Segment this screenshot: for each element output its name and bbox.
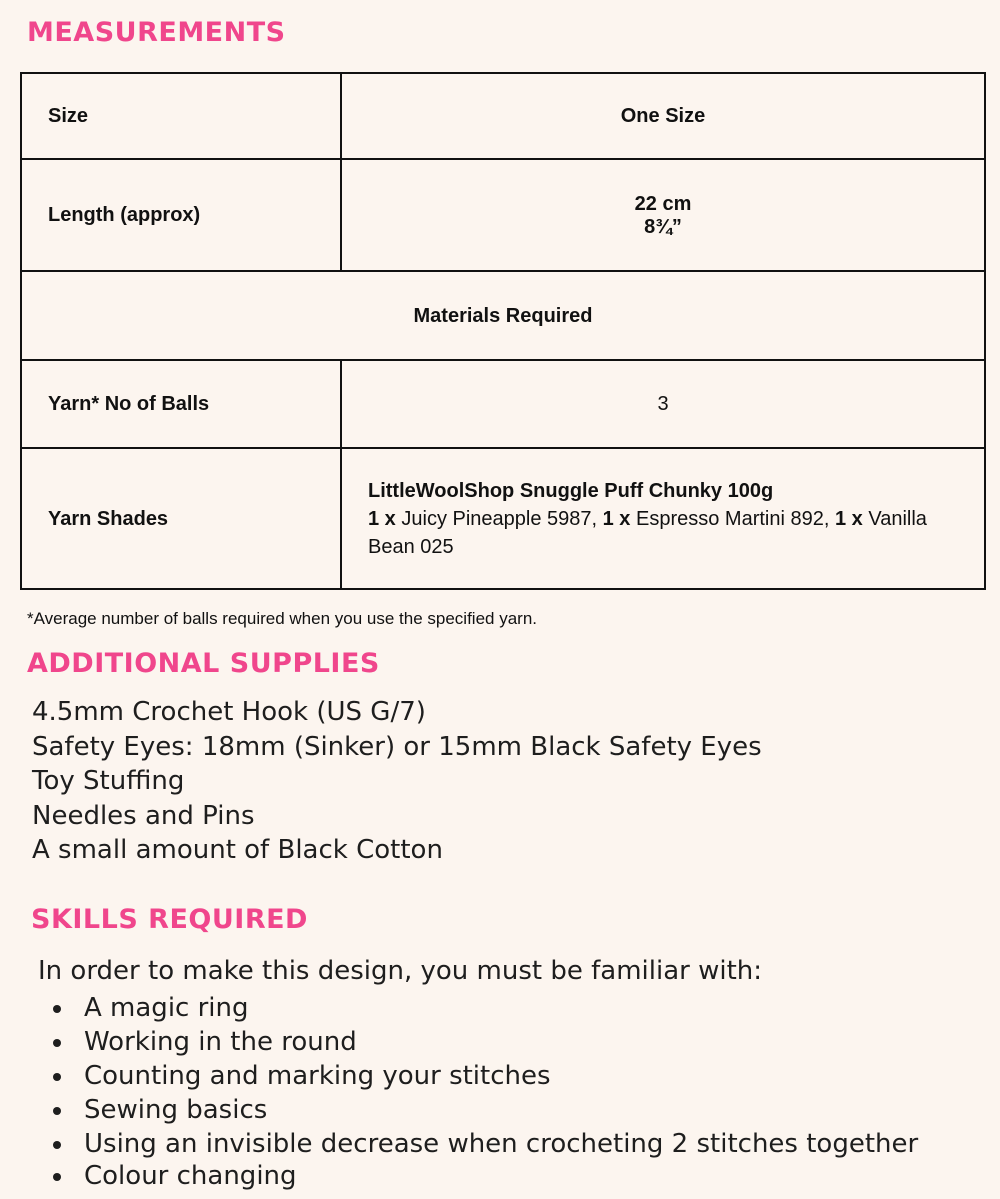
- list-item: Working in the round: [84, 1025, 918, 1059]
- list-item: Needles and Pins: [32, 800, 255, 831]
- balls-label: Yarn* No of Balls: [21, 360, 341, 448]
- yarn-shade-list: [368, 505, 958, 561]
- list-item: A magic ring: [84, 991, 918, 1025]
- list-item: 4.5mm Crochet Hook (US G/7): [32, 697, 426, 727]
- list-item: Safety Eyes: 18mm (Sinker) or 15mm Black Safety Eyes: [32, 731, 762, 762]
- list-item: Toy Stuffing: [32, 766, 185, 796]
- length-label: Length (approx): [21, 159, 341, 271]
- shades-value: [341, 448, 985, 589]
- supplies-list: [32, 695, 762, 868]
- skills-list: [84, 991, 918, 1193]
- shade-name: Espresso Martini 892,: [636, 507, 835, 530]
- list-item: Sewing basics: [84, 1093, 918, 1127]
- list-item: Counting and marking your stitches: [84, 1059, 918, 1093]
- size-value: One Size: [341, 73, 985, 159]
- length-value: [341, 159, 985, 271]
- skills-intro: In order to make this design, you must be familiar with:: [38, 956, 763, 986]
- shades-label: Yarn Shades: [21, 448, 341, 589]
- shade-qty: 1 x: [602, 507, 631, 530]
- measurements-table: [20, 72, 986, 590]
- length-value-inches: 8¾”: [644, 215, 682, 238]
- skills-required-heading: SKILLS REQUIRED: [31, 904, 308, 935]
- table-row-shades: [21, 448, 985, 589]
- shade-qty: 1 x: [834, 507, 863, 530]
- list-item: A small amount of Black Cotton: [32, 835, 443, 865]
- measurements-heading: MEASUREMENTS: [27, 17, 286, 48]
- list-item: Using an invisible decrease when crocheting 2 stitches together: [84, 1129, 919, 1159]
- list-item: Colour changing: [84, 1159, 918, 1193]
- materials-required-label: Materials Required: [21, 271, 985, 360]
- length-value-cm: 22 cm: [634, 192, 692, 215]
- shade-name: Juicy Pineapple 5987,: [401, 507, 603, 530]
- shade-qty: 1 x: [368, 507, 396, 530]
- yarn-footnote: *Average number of balls required when you use the specified yarn.: [27, 609, 537, 628]
- table-row-length: [21, 159, 985, 271]
- table-row-materials: [21, 271, 985, 360]
- size-label: Size: [21, 73, 341, 159]
- shade-name: Vanilla Bean 025: [368, 507, 927, 558]
- table-row-size: [21, 73, 985, 159]
- yarn-brand: LittleWoolShop Snuggle Puff Chunky 100g: [368, 479, 774, 502]
- additional-supplies-heading: ADDITIONAL SUPPLIES: [27, 648, 380, 679]
- table-row-balls: [21, 360, 985, 448]
- balls-value: 3: [341, 360, 985, 448]
